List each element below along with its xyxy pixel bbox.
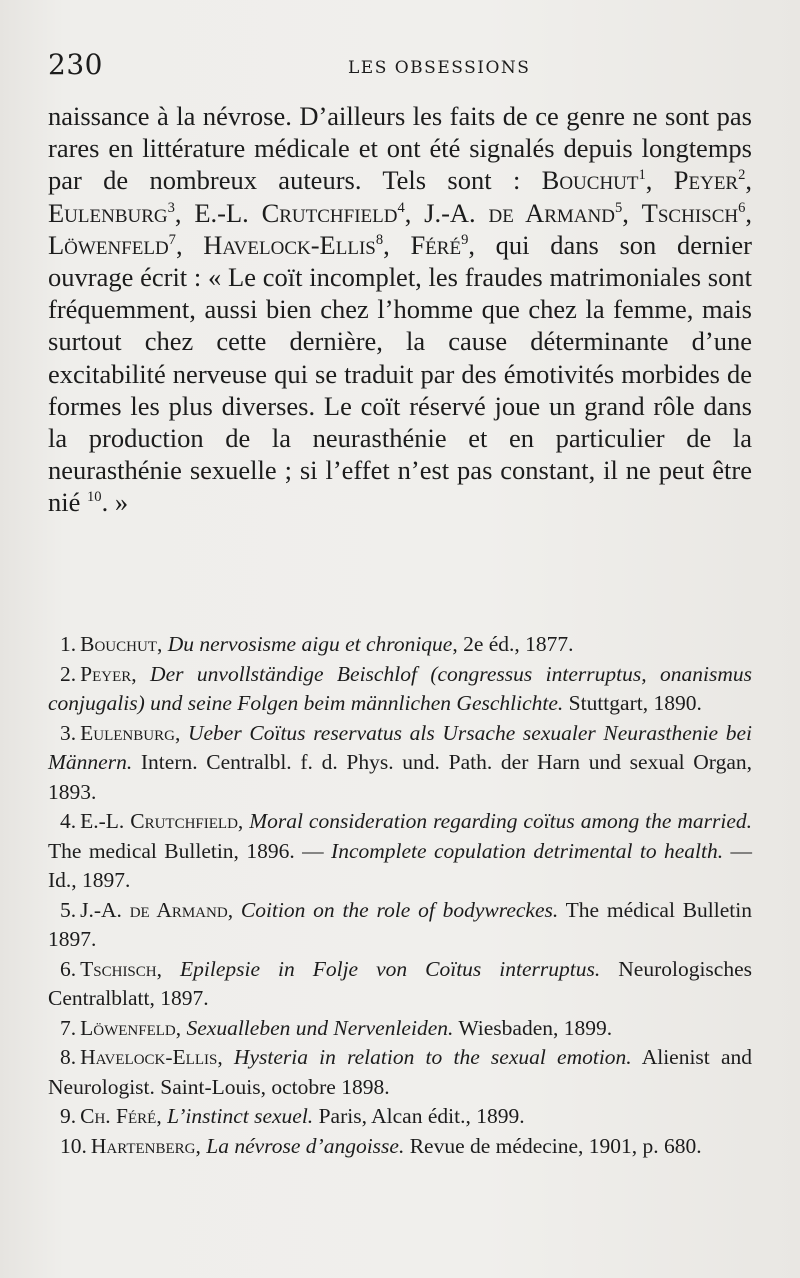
footnote-5 [48, 896, 752, 955]
text-segment: , E.-L. [174, 197, 262, 228]
author-name: Crutchfield [261, 197, 398, 228]
footnote-number: 4. [60, 809, 77, 833]
footnote-ref: 6 [738, 199, 746, 216]
footnote-title: L’instinct sexuel. [167, 1104, 314, 1128]
footnote-author: Havelock-Ellis [80, 1045, 218, 1069]
footnote-number: 8. [60, 1045, 77, 1069]
footnote-separator: , [156, 632, 168, 656]
running-head [48, 48, 752, 88]
footnote-8 [48, 1043, 752, 1102]
footnote-ref: 4 [397, 199, 405, 216]
footnote-author: Tschisch [80, 956, 157, 981]
footnote-number: 7. [60, 1015, 77, 1040]
footnote-1 [48, 630, 752, 660]
footnote-title: Epilepsie in Folje von Coïtus interruptus. [180, 956, 601, 981]
footnote-number: 1. [60, 632, 77, 656]
footnote-title: Coition on the role of bodywreckes. [240, 897, 559, 922]
text-segment: , [645, 165, 674, 196]
footnote-ref: 7 [168, 231, 176, 248]
text-segment: , J.-A. [404, 197, 489, 228]
footnote-rest: , 2e éd., 1877. [452, 632, 574, 656]
text-segment: naissance à la névrose. D’ailleurs les faits de ce genre ne sont pas rares en littérature médicale et ont été signalés depuis longtemps par de nombreux auteurs. Tels sont : [48, 101, 752, 196]
footnote-title-2: Incomplete copulation detrimental to health. [331, 838, 724, 863]
footnote-author: Peyer [80, 661, 132, 686]
footnote-rest: Wiesbaden, 1899. [453, 1015, 613, 1040]
footnote-number: 5. [60, 897, 77, 922]
footnote-rest: Revue de médecine, 1901, p. 680. [404, 1133, 702, 1158]
body-text [48, 100, 752, 519]
footnote-ref: 3 [167, 199, 175, 216]
footnote-separator: , [175, 1015, 187, 1040]
footnote-author: Bouchut [80, 632, 157, 656]
text-segment: , [745, 165, 753, 196]
text-segment: , qui dans son dernier ouvrage écrit : « Le coït incomplet, les fraudes matrimoniales sont fréquemment, aussi bien chez l’homme que chez la femme, mais surtout chez cette dernière, la cause déterminante d’une excitabilité nerveuse qui se traduit par des émotivités morbides de formes les plus diverses. Le coït réservé joue un grand rôle dans la production de la neurasthénie et en particulier de la neurasthénie sexuelle ; si l’effet n’est pas constant, il ne peut être nié [48, 229, 752, 518]
text-segment: , [175, 229, 204, 260]
footnote-author: E.-L. Crutchfield [80, 809, 238, 833]
author-name: Havelock-Ellis [203, 229, 376, 260]
footnote-rest: The medical Bulletin, 1896. — [48, 838, 332, 863]
page-number: 230 [48, 48, 103, 81]
footnote-title: Sexualleben und Nervenleiden. [186, 1015, 454, 1040]
footnote-number: 10. [60, 1133, 87, 1158]
footnote-10 [48, 1132, 752, 1162]
footnote-3 [48, 719, 752, 808]
author-name: Peyer [673, 165, 739, 196]
author-name: de Armand [488, 197, 615, 228]
author-name: Eulenburg [48, 197, 168, 228]
footnote-title: Moral consideration regarding coïtus among the married. [249, 809, 752, 833]
footnote-4 [48, 807, 752, 896]
footnote-number: 2. [60, 661, 77, 686]
footnote-separator: , [156, 1104, 168, 1128]
footnote-title: Der unvollständige Beischlof (congressus interruptus, onanismus conjugalis) und seine Folgen beim männlichen Geschlichte. [48, 661, 752, 715]
footnote-6 [48, 955, 752, 1014]
footnote-2 [48, 660, 752, 719]
paragraph [48, 100, 752, 519]
footnote-7 [48, 1014, 752, 1044]
text-segment: . » [101, 487, 129, 518]
footnote-separator: , [217, 1045, 234, 1069]
footnote-separator: , [195, 1133, 207, 1158]
footnote-author: Hartenberg [90, 1133, 196, 1158]
footnote-rest: Intern. Centralbl. f. d. Phys. und. Path. der Harn und sexual Organ, 1893. [48, 750, 752, 804]
author-name: Bouchut [541, 165, 639, 196]
footnote-rest: The médical Bulletin 1897. [48, 897, 752, 951]
text-segment: , [745, 197, 753, 228]
footnote-number: 9. [60, 1104, 77, 1128]
author-name: Féré [410, 229, 462, 260]
footnote-ref: 5 [614, 199, 623, 216]
author-name: Tschisch [641, 197, 739, 228]
footnote-author: Ch. Féré [80, 1104, 157, 1128]
footnote-rest-2: — Id., 1897. [48, 838, 752, 892]
footnote-rest: Stuttgart, 1890. [563, 691, 702, 715]
footnote-title: La névrose d’angoisse. [206, 1133, 405, 1158]
footnote-separator: , [237, 809, 250, 833]
footnote-ref: 9 [461, 231, 469, 248]
running-title: LES OBSESSIONS [348, 58, 531, 78]
footnote-separator: , [156, 956, 180, 981]
footnote-author: Löwenfeld [80, 1015, 176, 1040]
footnote-title: Du nervosisme aigu et chronique [167, 632, 453, 656]
footnote-number: 6. [60, 956, 77, 981]
footnote-9 [48, 1102, 752, 1132]
author-name: Löwenfeld [48, 229, 169, 260]
footnote-ref: 1 [638, 167, 646, 184]
footnote-rest: Neurologisches Centralblatt, 1897. [48, 956, 752, 1010]
text-segment: , [383, 229, 411, 260]
footnote-author: J.-A. de Armand [80, 897, 228, 922]
footnote-title: Ueber Coïtus reservatus als Ursache sexualer Neurasthenie bei Männern. [48, 720, 753, 774]
footnote-title: Hysteria in relation to the sexual emotion. [233, 1045, 632, 1069]
footnotes [48, 630, 752, 1161]
footnote-number: 3. [60, 720, 77, 745]
text-segment: , [622, 197, 642, 228]
footnote-separator: , [227, 897, 241, 922]
footnote-ref: 8 [375, 231, 384, 248]
footnote-separator: , [131, 661, 151, 686]
footnote-rest: Alienist and Neurologist. Saint-Louis, octobre 1898. [48, 1045, 753, 1099]
footnote-author: Eulenburg [80, 720, 175, 745]
footnote-separator: , [174, 720, 188, 745]
footnote-ref: 10 [87, 489, 102, 506]
footnote-ref: 2 [738, 167, 746, 184]
footnote-rest: Paris, Alcan édit., 1899. [313, 1104, 525, 1128]
